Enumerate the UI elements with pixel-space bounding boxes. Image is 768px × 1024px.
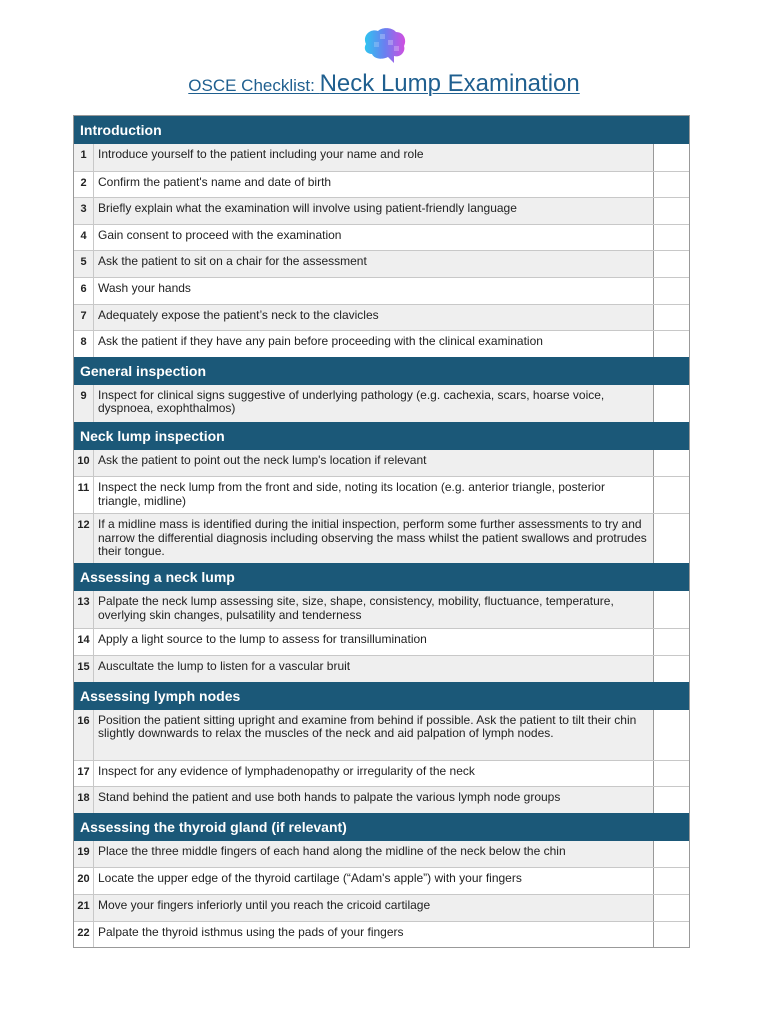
checklist-row [74,224,689,251]
checklist-row [74,655,689,682]
item-text: Inspect the neck lump from the front and side, noting its location (e.g. anterior triangle, posterior triangle, midline) [98,480,605,508]
brain-icon [360,26,408,66]
checkbox[interactable] [653,656,689,682]
item-number: 17 [74,761,94,787]
checklist-row [74,628,689,655]
checkbox[interactable] [653,251,689,277]
item-text: Adequately expose the patient’s neck to the clavicles [98,307,379,322]
checklist-row [74,304,689,331]
item-text: Palpate the thyroid isthmus using the pads of your fingers [98,924,404,939]
item-text: If a midline mass is identified during the initial inspection, perform some further assessments to try and narrow the differential diagnosis including observing the mass whilst the patient swallows and protrudes their tongue. [98,517,647,559]
item-text: Wash your hands [98,280,191,295]
item-text: Ask the patient if they have any pain before proceeding with the clinical examination [98,334,543,349]
item-text: Locate the upper edge of the thyroid cartilage (“Adam's apple”) with your fingers [98,871,522,886]
checklist-table [73,115,690,948]
checklist-row [74,197,689,224]
section-heading: Neck lump inspection [74,422,689,450]
item-text: Briefly explain what the examination will involve using patient-friendly language [98,201,517,216]
item-number: 3 [74,198,94,224]
item-number: 1 [74,144,94,171]
item-text: Apply a light source to the lump to assess for transillumination [98,632,427,647]
item-text: Auscultate the lump to listen for a vascular bruit [98,658,351,673]
checkbox[interactable] [653,450,689,477]
item-number: 6 [74,278,94,304]
item-text: Confirm the patient's name and date of birth [98,174,332,189]
checkbox[interactable] [653,477,689,513]
section-heading: Assessing a neck lump [74,563,689,591]
item-number: 16 [74,710,94,760]
item-number: 20 [74,868,94,894]
checkbox[interactable] [653,895,689,921]
item-number: 9 [74,385,94,422]
checkbox[interactable] [653,922,689,948]
item-number: 4 [74,225,94,251]
checkbox[interactable] [653,710,689,760]
checklist-row [74,841,689,868]
checklist-row [74,894,689,921]
item-number: 11 [74,477,94,513]
item-number: 2 [74,172,94,198]
section-heading: Assessing lymph nodes [74,682,689,710]
checklist-row [74,476,689,513]
checkbox[interactable] [653,841,689,868]
checkbox[interactable] [653,385,689,422]
checklist-row [74,171,689,198]
checkbox[interactable] [653,198,689,224]
item-number: 19 [74,841,94,868]
item-number: 22 [74,922,94,948]
checkbox[interactable] [653,278,689,304]
item-number: 15 [74,656,94,682]
checkbox[interactable] [653,761,689,787]
section-heading: Introduction [74,116,689,144]
checklist-row [74,786,689,813]
checklist-row [74,250,689,277]
item-text: Move your fingers inferiorly until you reach the cricoid cartilage [98,897,431,912]
checklist-row [74,144,689,171]
checkbox[interactable] [653,225,689,251]
item-number: 14 [74,629,94,655]
checkbox[interactable] [653,305,689,331]
item-text: Position the patient sitting upright and examine from behind if possible. Ask the patient to tilt their chin slightly downwards to relax the muscles of the neck and aid palpation of lymph nodes. [98,712,637,741]
section-heading: General inspection [74,357,689,385]
checklist-row [74,450,689,477]
item-number: 21 [74,895,94,921]
checklist-row [74,513,689,563]
item-number: 5 [74,251,94,277]
item-text: Ask the patient to sit on a chair for the assessment [98,254,367,269]
item-text: Ask the patient to point out the neck lump's location if relevant [98,452,427,467]
item-text: Stand behind the patient and use both hands to palpate the various lymph node groups [98,790,561,805]
checkbox[interactable] [653,514,689,563]
item-text: Gain consent to proceed with the examination [98,227,342,242]
checkbox[interactable] [653,591,689,628]
item-number: 8 [74,331,94,357]
item-number: 12 [74,514,94,563]
checklist-row [74,867,689,894]
item-number: 13 [74,591,94,628]
checklist-row [74,921,689,948]
checklist-row [74,330,689,357]
checklist-row [74,385,689,422]
item-number: 7 [74,305,94,331]
section-heading: Assessing the thyroid gland (if relevant) [74,813,689,841]
checkbox[interactable] [653,868,689,894]
item-text: Palpate the neck lump assessing site, size, shape, consistency, mobility, fluctuance, temperature, overlying skin changes, pulsatility and tenderness [98,594,614,622]
checkbox[interactable] [653,629,689,655]
item-text: Place the three middle fingers of each hand along the midline of the neck below the chin [98,843,566,858]
item-number: 18 [74,787,94,813]
item-number: 10 [74,450,94,477]
checklist-row [74,591,689,628]
checkbox[interactable] [653,331,689,357]
title-prefix: OSCE Checklist: [188,76,320,95]
checkbox[interactable] [653,144,689,171]
checklist-row [74,760,689,787]
item-text: Inspect for any evidence of lymphadenopathy or irregularity of the neck [98,763,475,778]
item-text: Inspect for clinical signs suggestive of underlying pathology (e.g. cachexia, scars, hoarse voice, dyspnoea, exophthalmos) [98,387,605,416]
item-text: Introduce yourself to the patient including your name and role [98,147,424,161]
checkbox[interactable] [653,787,689,813]
checklist-row [74,277,689,304]
checkbox[interactable] [653,172,689,198]
title-main: Neck Lump Examination [319,70,580,97]
checklist-row [74,710,689,760]
page-title [0,70,768,98]
